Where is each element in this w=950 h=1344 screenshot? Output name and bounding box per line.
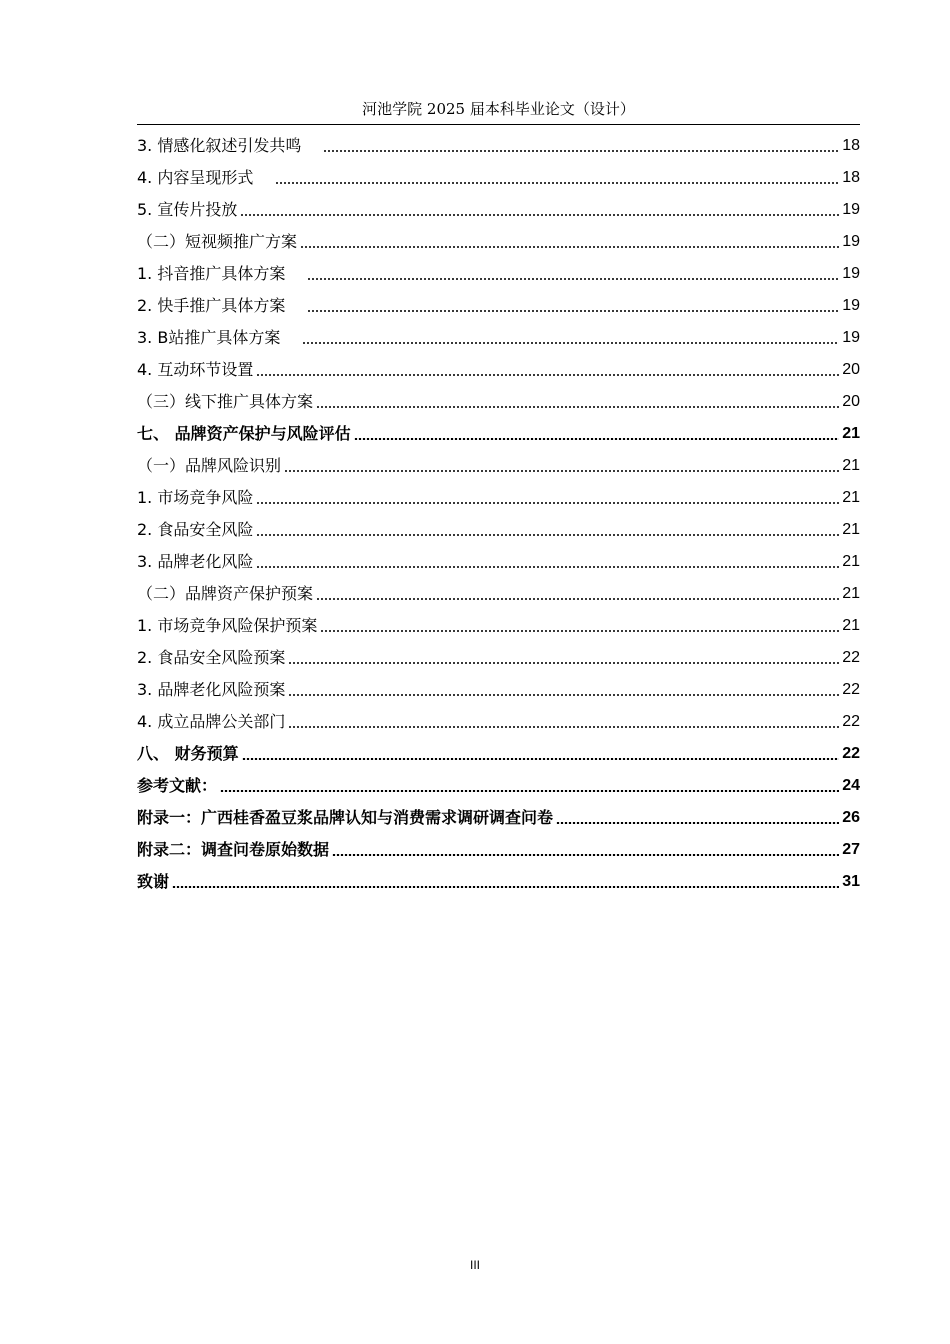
toc-entry-title: 3. 品牌老化风险预案	[137, 680, 286, 699]
page-footer	[0, 1258, 950, 1272]
toc-entry-page: 21	[842, 489, 860, 506]
toc-entry[interactable]	[137, 450, 860, 482]
toc-entry-title: 5. 宣传片投放	[137, 200, 238, 219]
leader-dots	[307, 310, 839, 312]
leader-dots	[354, 438, 840, 440]
toc-entry[interactable]	[137, 130, 860, 162]
toc-entry-chapter[interactable]	[137, 770, 860, 802]
toc-entry-page: 31	[842, 873, 860, 890]
toc-entry-page: 19	[842, 297, 860, 314]
leader-dots	[300, 246, 839, 248]
toc-entry-page: 19	[842, 201, 860, 218]
toc-entry-page: 19	[842, 233, 860, 250]
toc-entry-title: 4. 互动环节设置	[137, 360, 254, 379]
leader-dots	[302, 342, 839, 344]
leader-dots	[256, 502, 839, 504]
toc-entry-title: 2. 食品安全风险预案	[137, 648, 286, 667]
toc-entry[interactable]	[137, 290, 860, 322]
toc-entry-page: 18	[842, 137, 860, 154]
toc-entry[interactable]	[137, 322, 860, 354]
leader-dots	[240, 214, 839, 216]
toc-entry-chapter[interactable]	[137, 802, 860, 834]
toc-entry-title: 2. 快手推广具体方案	[137, 296, 286, 315]
leader-dots	[220, 790, 839, 792]
leader-dots	[256, 566, 839, 568]
toc-entry-page: 20	[842, 361, 860, 378]
toc-entry-title: （二）品牌资产保护预案	[137, 584, 314, 603]
toc-entry-chapter[interactable]	[137, 418, 860, 450]
leader-dots	[288, 662, 839, 664]
toc-entry[interactable]	[137, 162, 860, 194]
leader-dots	[172, 886, 839, 888]
toc-entry-title: 3. B站推广具体方案	[137, 328, 281, 347]
toc-entry-page: 27	[842, 841, 860, 858]
toc-entry-title: 七、 品牌资产保护与风险评估	[137, 424, 351, 443]
toc-entry-page: 21	[842, 521, 860, 538]
leader-dots	[556, 822, 839, 824]
header-title: 河池学院 2025 届本科毕业论文（设计）	[362, 100, 635, 118]
toc-entry-title: （二）短视频推广方案	[137, 232, 298, 251]
toc-entry-title: 附录二：调查问卷原始数据	[137, 840, 330, 859]
toc-entry[interactable]	[137, 674, 860, 706]
toc-entry-page: 20	[842, 393, 860, 410]
leader-dots	[275, 182, 839, 184]
toc-entry[interactable]	[137, 514, 860, 546]
toc-entry-page: 18	[842, 169, 860, 186]
toc-entry-title: （一）品牌风险识别	[137, 456, 282, 475]
page-header	[137, 96, 860, 125]
leader-dots	[288, 694, 839, 696]
toc-entry[interactable]	[137, 706, 860, 738]
toc-entry-page: 22	[842, 649, 860, 666]
toc-entry-title: 1. 抖音推广具体方案	[137, 264, 286, 283]
toc-entry[interactable]	[137, 578, 860, 610]
toc-entry-page: 22	[842, 713, 860, 730]
toc-entry-page: 22	[842, 745, 860, 762]
page-number: III	[469, 1258, 480, 1272]
leader-dots	[256, 534, 839, 536]
toc-entry-page: 26	[842, 809, 860, 826]
table-of-contents	[137, 130, 860, 898]
toc-entry[interactable]	[137, 258, 860, 290]
toc-entry-title: 参考文献：	[137, 776, 218, 795]
toc-entry-page: 21	[842, 425, 860, 442]
toc-entry-title: 3. 情感化叙述引发共鸣	[137, 136, 302, 155]
toc-entry-title: 1. 市场竞争风险保护预案	[137, 616, 318, 635]
toc-entry-page: 19	[842, 265, 860, 282]
toc-entry[interactable]	[137, 642, 860, 674]
toc-entry-chapter[interactable]	[137, 866, 860, 898]
toc-entry-title: 4. 内容呈现形式	[137, 168, 254, 187]
toc-entry-page: 24	[842, 777, 860, 794]
toc-entry-page: 22	[842, 681, 860, 698]
leader-dots	[242, 758, 840, 760]
toc-entry-chapter[interactable]	[137, 834, 860, 866]
toc-entry[interactable]	[137, 610, 860, 642]
leader-dots	[320, 630, 839, 632]
toc-entry[interactable]	[137, 546, 860, 578]
toc-entry[interactable]	[137, 482, 860, 514]
toc-entry[interactable]	[137, 194, 860, 226]
leader-dots	[316, 406, 839, 408]
toc-entry-title: 2. 食品安全风险	[137, 520, 254, 539]
leader-dots	[288, 726, 839, 728]
leader-dots	[316, 598, 839, 600]
leader-dots	[307, 278, 839, 280]
toc-entry[interactable]	[137, 354, 860, 386]
toc-entry-page: 21	[842, 457, 860, 474]
toc-entry-title: 致谢	[137, 872, 170, 891]
toc-entry-page: 19	[842, 329, 860, 346]
toc-entry-page: 21	[842, 617, 860, 634]
toc-entry[interactable]	[137, 226, 860, 258]
toc-entry-chapter[interactable]	[137, 738, 860, 770]
toc-entry-page: 21	[842, 585, 860, 602]
toc-entry[interactable]	[137, 386, 860, 418]
leader-dots	[332, 854, 839, 856]
toc-entry-title: 3. 品牌老化风险	[137, 552, 254, 571]
leader-dots	[284, 470, 839, 472]
toc-entry-title: （三）线下推广具体方案	[137, 392, 314, 411]
toc-entry-title: 八、 财务预算	[137, 744, 239, 763]
toc-entry-title: 1. 市场竞争风险	[137, 488, 254, 507]
leader-dots	[256, 374, 839, 376]
toc-entry-title: 4. 成立品牌公关部门	[137, 712, 286, 731]
toc-entry-title: 附录一：广西桂香盈豆浆品牌认知与消费需求调研调查问卷	[137, 808, 554, 827]
toc-entry-page: 21	[842, 553, 860, 570]
leader-dots	[323, 150, 839, 152]
